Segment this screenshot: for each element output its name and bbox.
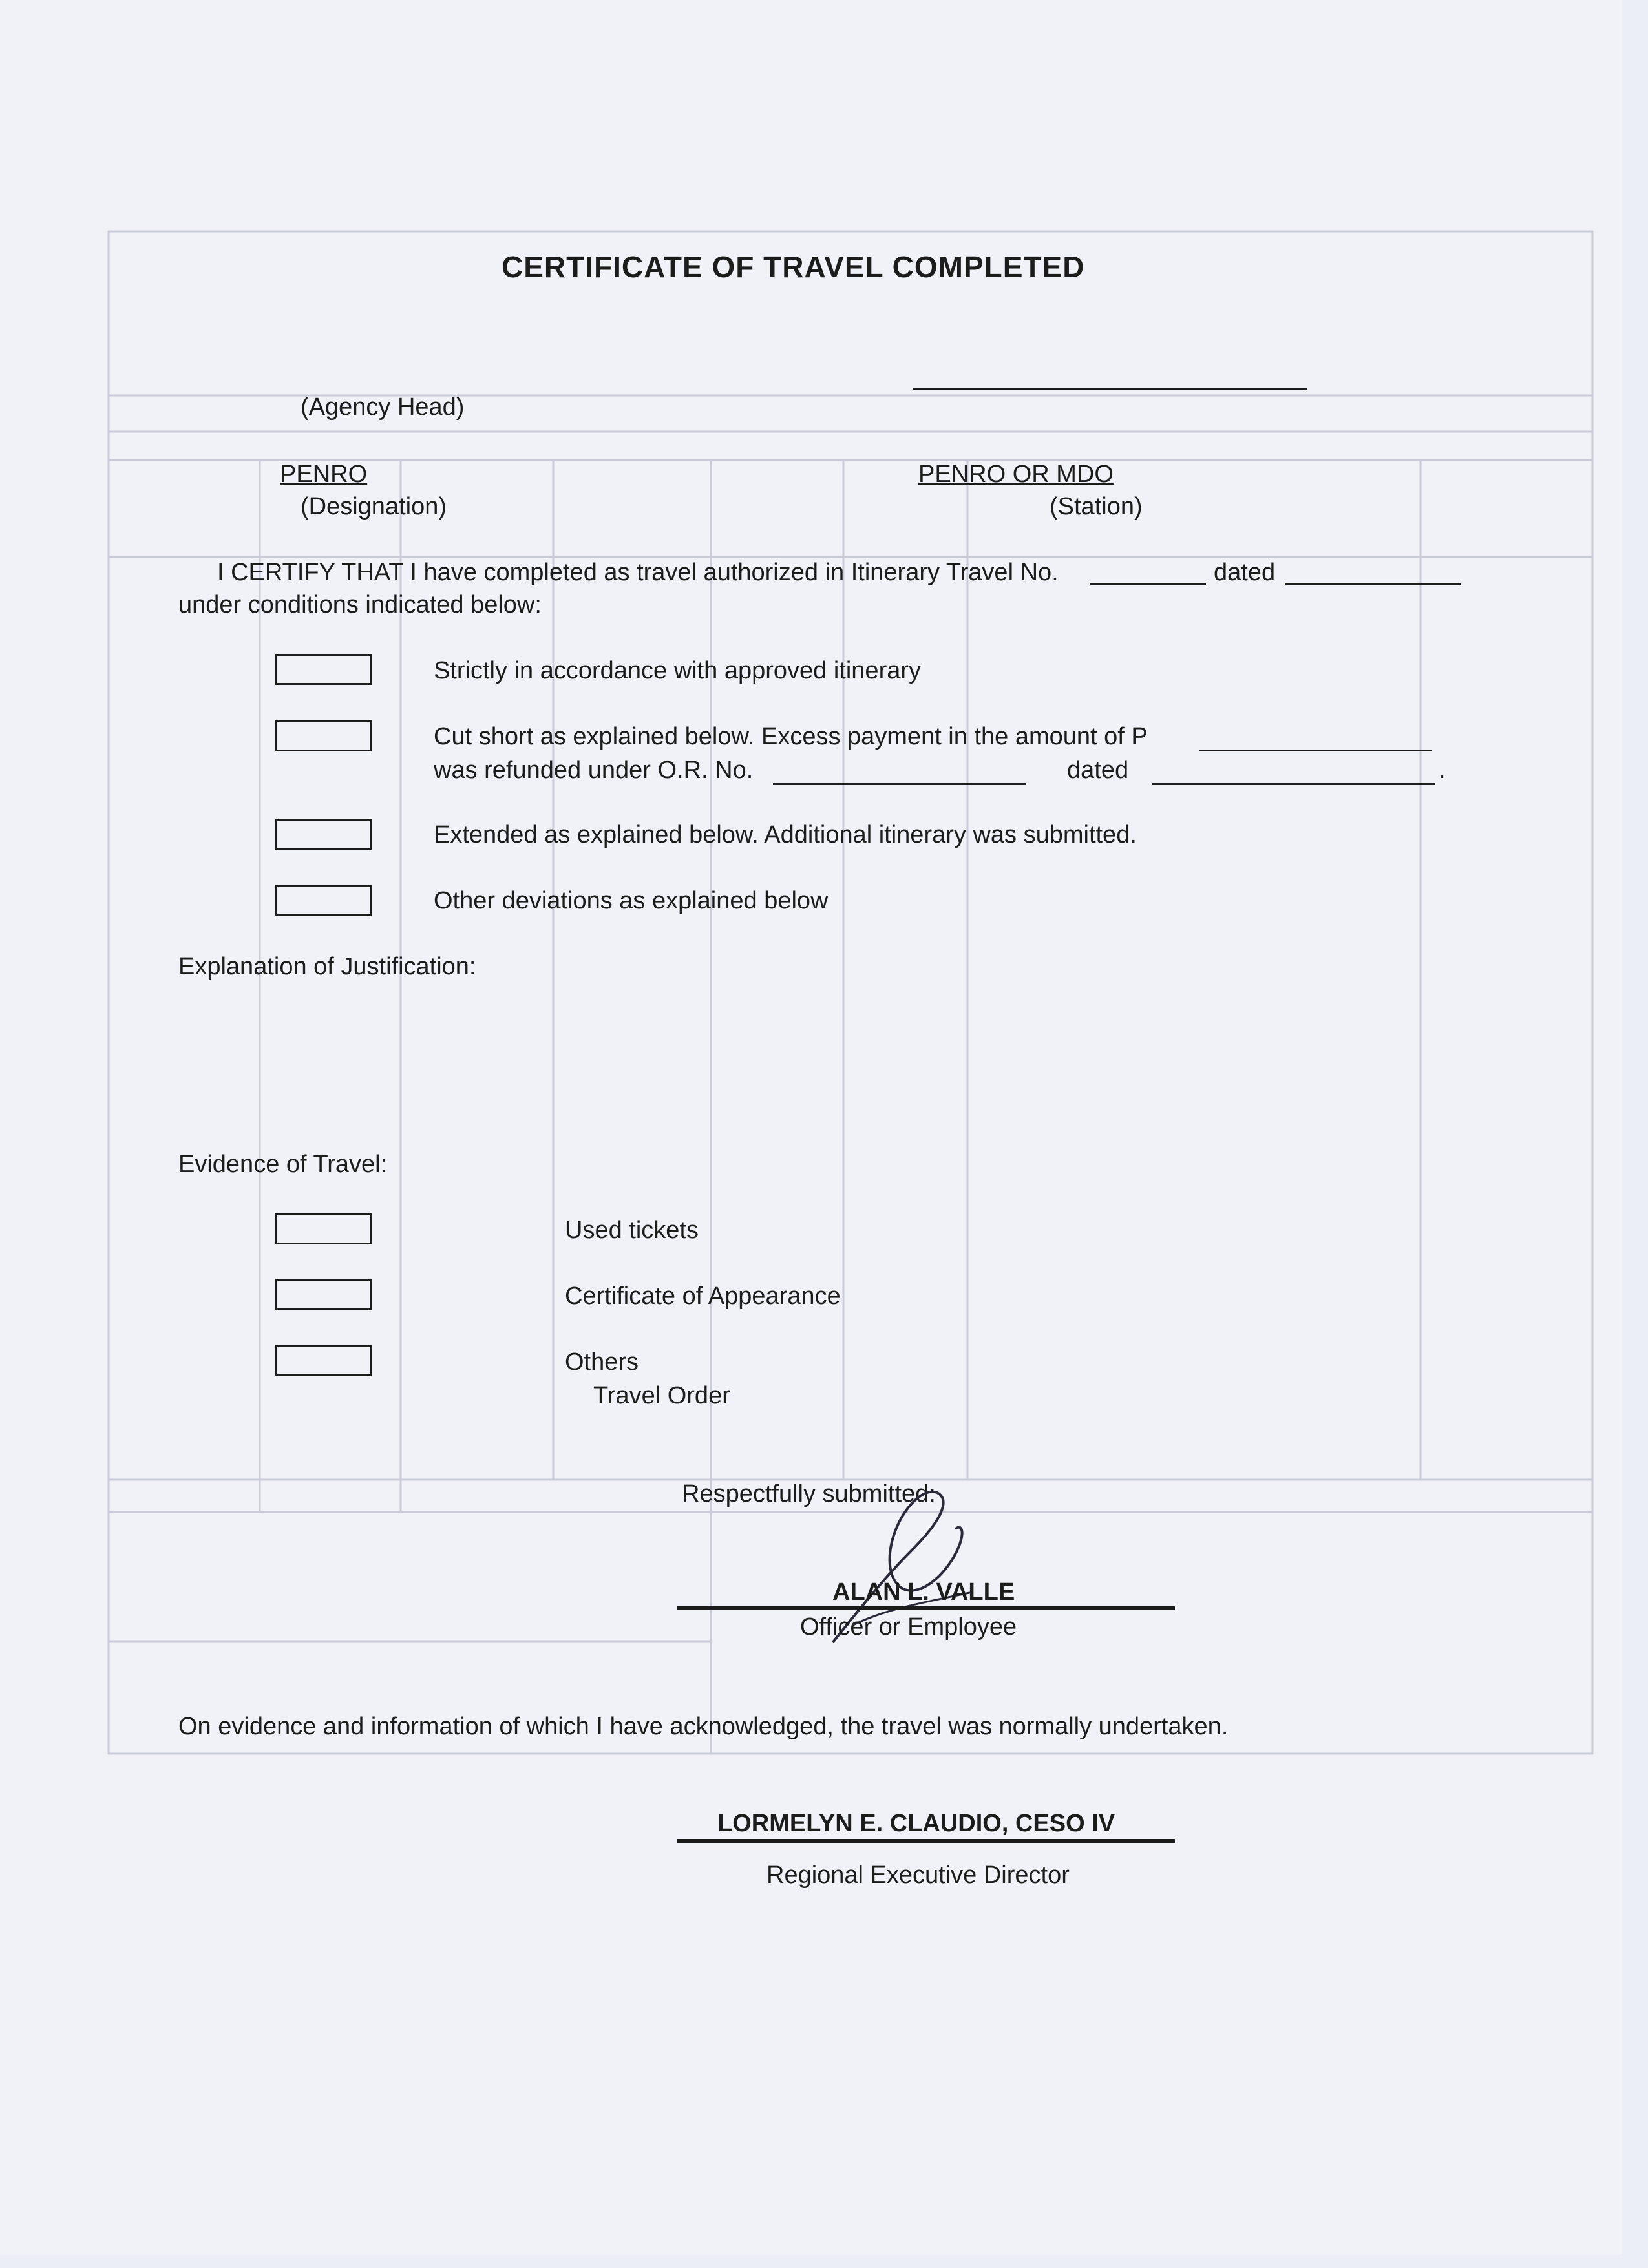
refund-dated-label: dated [1067, 757, 1129, 784]
director-title: Regional Executive Director [766, 1862, 1070, 1889]
condition-label-itinerary: Strictly in accordance with approved itinerary [434, 657, 922, 684]
condition-checkbox-itinerary[interactable] [275, 654, 372, 685]
respectfully-submitted: Respectfully submitted: [682, 1480, 936, 1507]
evidence-checkbox-appearance[interactable] [275, 1279, 372, 1310]
certify-statement: I CERTIFY THAT I have completed as travel authorized in Itinerary Travel No. [217, 559, 1059, 586]
evidence-label-others: Others [565, 1349, 639, 1376]
certify-conditions-text: under conditions indicated below: [178, 591, 542, 618]
itinerary-number-field[interactable] [1090, 583, 1206, 585]
certify-dated-label: dated [1214, 559, 1276, 586]
station-label: (Station) [1050, 493, 1143, 520]
acknowledgement-text: On evidence and information of which I have acknowledged, the travel was normally undertaken. [178, 1713, 1229, 1740]
condition-label-other: Other deviations as explained below [434, 887, 829, 914]
designation-label: (Designation) [301, 493, 447, 520]
agency-head-label: (Agency Head) [301, 394, 465, 421]
certify-date-field[interactable] [1285, 583, 1461, 585]
agency-head-signature-line [913, 388, 1307, 390]
director-name: LORMELYN E. CLAUDIO, CESO IV [717, 1810, 1115, 1837]
condition-checkbox-other[interactable] [275, 885, 372, 916]
condition-checkbox-extended[interactable] [275, 819, 372, 850]
designation-value: PENRO [280, 461, 368, 488]
or-number-field[interactable] [773, 783, 1026, 785]
evidence-label-appearance: Certificate of Appearance [565, 1283, 841, 1310]
refund-or-label: was refunded under O.R. No. [434, 757, 754, 784]
condition-label-cut-short: Cut short as explained below. Excess payment in the amount of P [434, 723, 1148, 750]
condition-checkbox-cut-short[interactable] [275, 720, 372, 751]
officer-name: ALAN L. VALLE [832, 1579, 1015, 1606]
director-signature-line [677, 1839, 1175, 1843]
refund-period: . [1439, 757, 1446, 784]
evidence-checkbox-others[interactable] [275, 1345, 372, 1376]
evidence-others-detail: Travel Order [593, 1382, 730, 1409]
evidence-label-tickets: Used tickets [565, 1217, 699, 1244]
document-title: CERTIFICATE OF TRAVEL COMPLETED [502, 250, 1085, 284]
condition-label-extended: Extended as explained below. Additional itinerary was submitted. [434, 821, 1137, 848]
refund-date-field[interactable] [1152, 783, 1435, 785]
officer-signature-line [677, 1606, 1175, 1610]
evidence-checkbox-tickets[interactable] [275, 1213, 372, 1244]
explanation-label: Explanation of Justification: [178, 953, 476, 980]
officer-title: Officer or Employee [800, 1613, 1017, 1641]
station-value: PENRO OR MDO [918, 461, 1114, 488]
excess-amount-field[interactable] [1199, 750, 1432, 751]
evidence-label: Evidence of Travel: [178, 1151, 388, 1178]
